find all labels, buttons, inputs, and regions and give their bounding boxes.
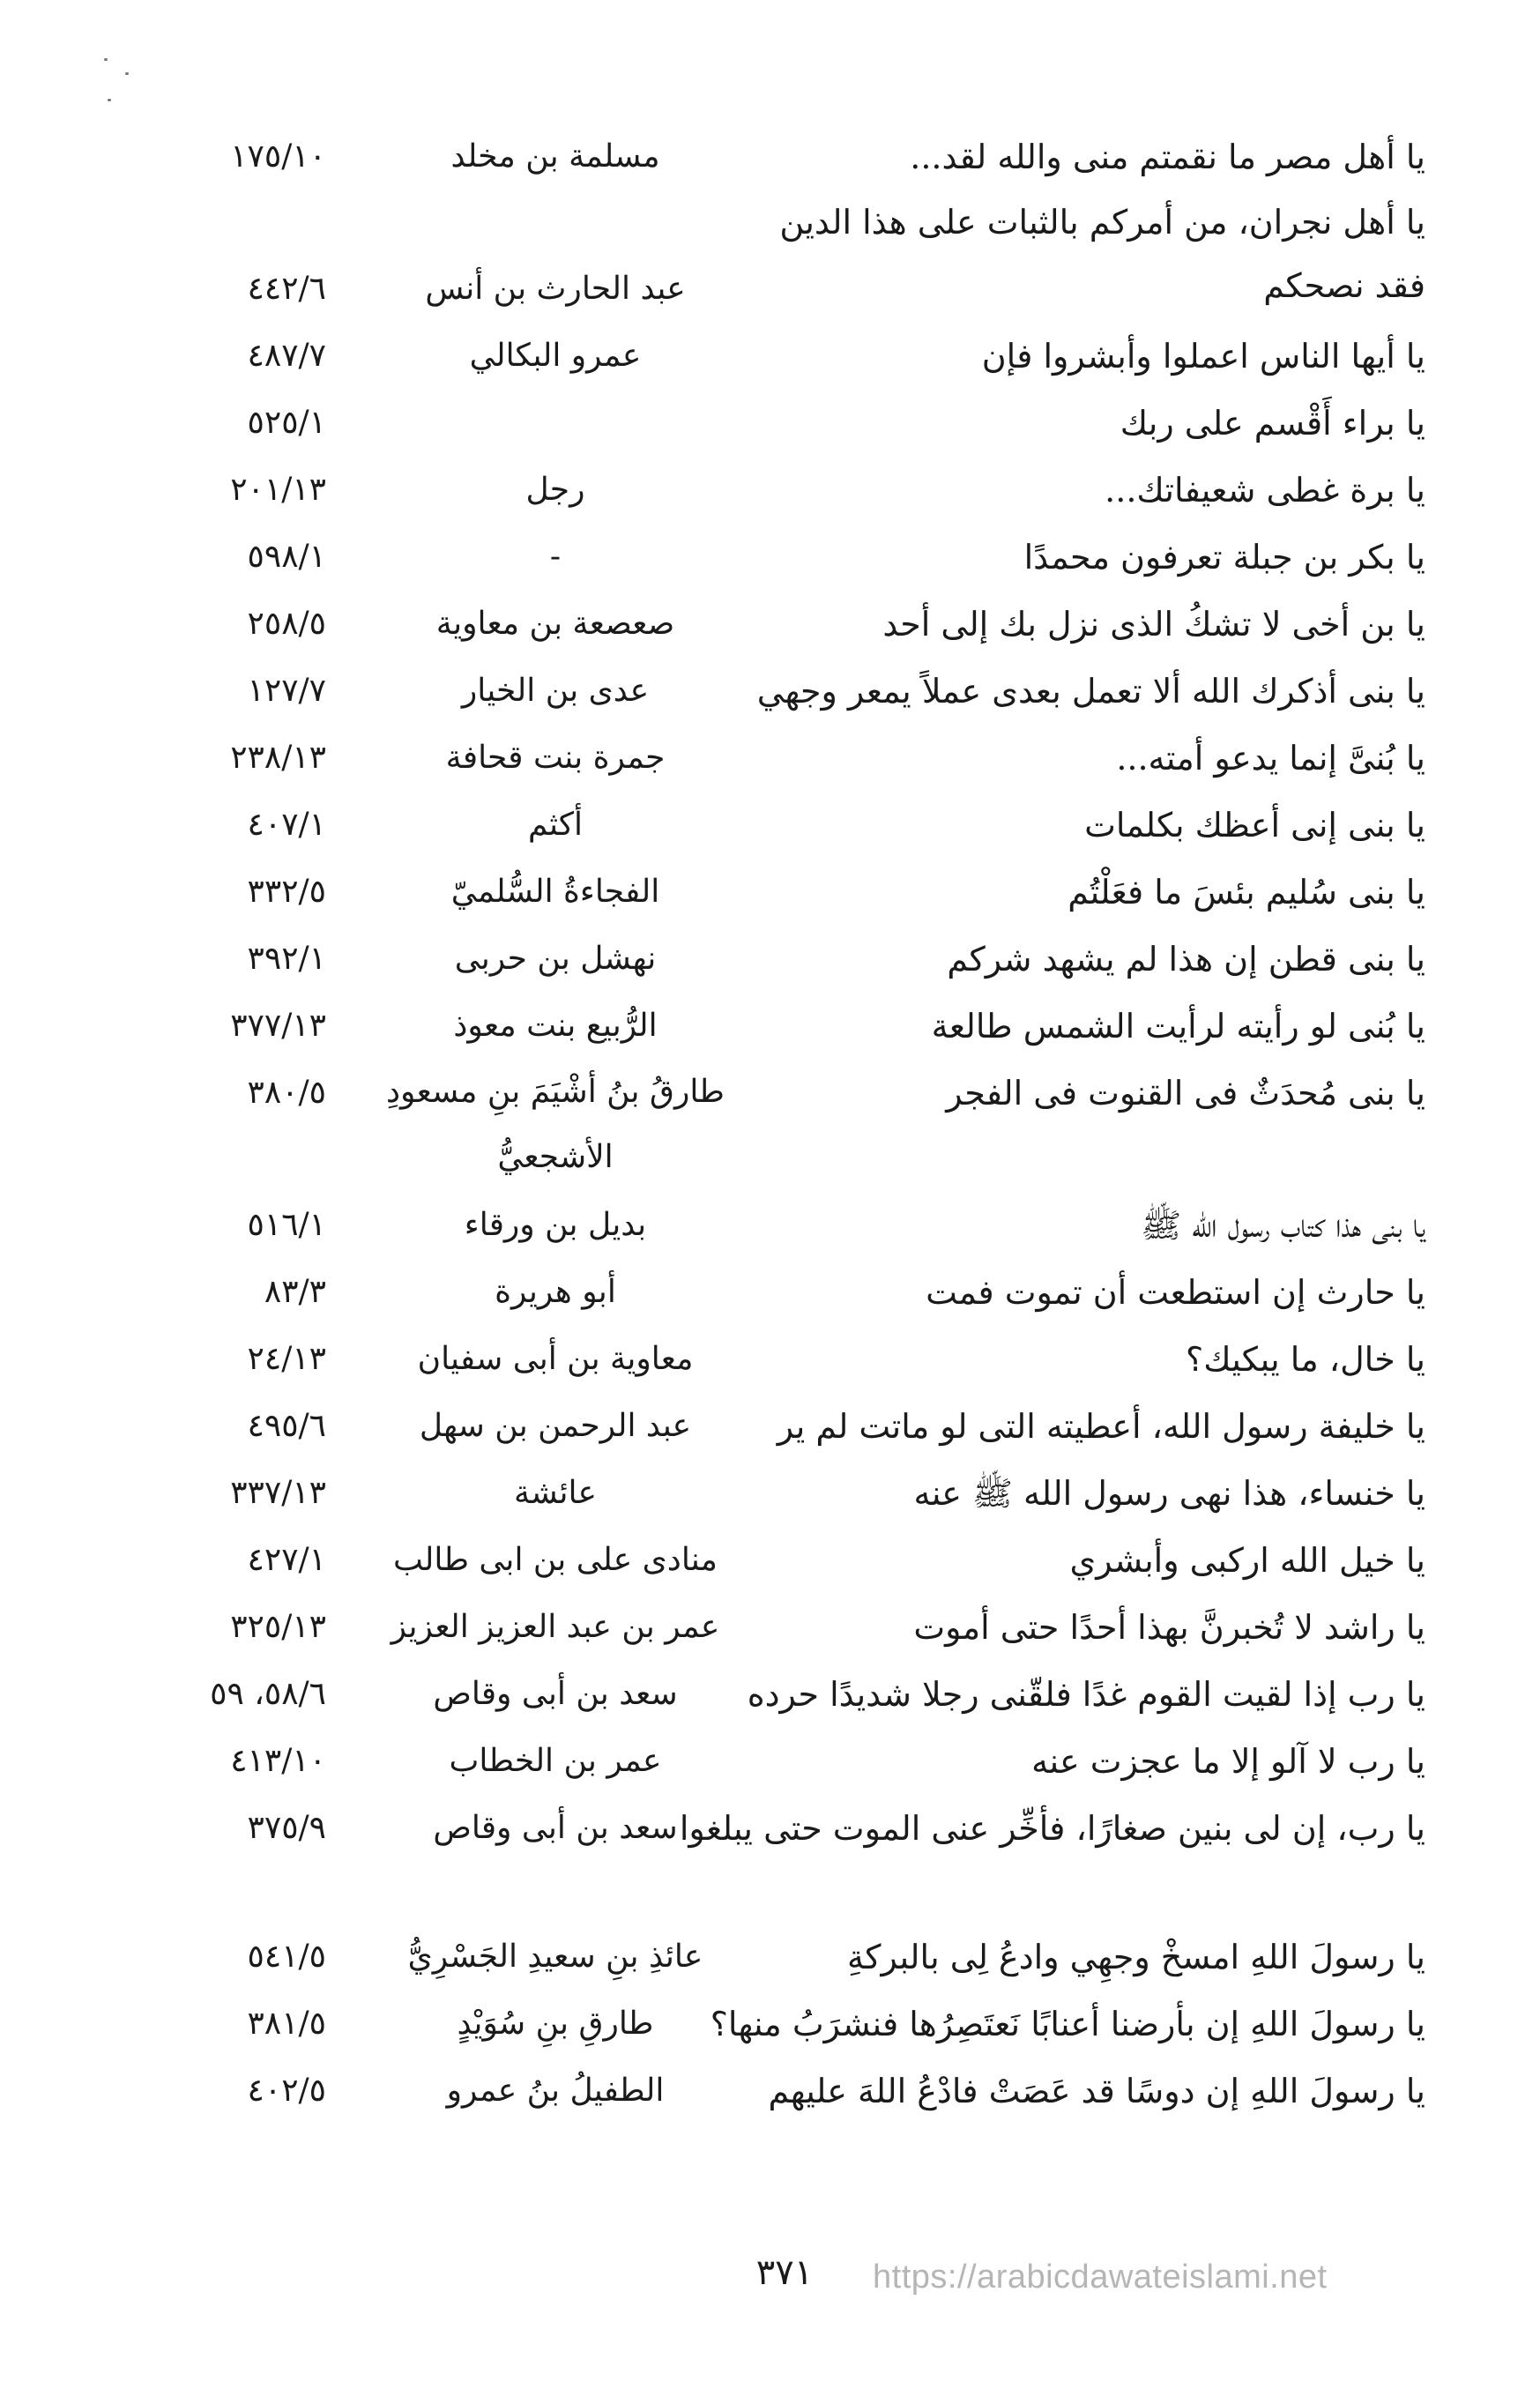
narrator-name: عمر بن الخطاب bbox=[449, 1743, 662, 1779]
volume-page-reference: ٣٩٢/١ bbox=[247, 941, 326, 977]
hadith-incipit: يا رب، إن لى بنين صغارًا، فأخِّر عنى الموت حتى يبلغوا bbox=[679, 1809, 1425, 1848]
volume-page-reference: ٤٩٥/٦ bbox=[247, 1408, 326, 1444]
narrator-name: صعصعة بن معاوية bbox=[435, 606, 675, 642]
index-row bbox=[0, 1393, 1540, 1460]
narrator-name: معاوية بن أبى سفيان bbox=[417, 1341, 694, 1377]
hadith-incipit: يا براء أَقْسم على ربك bbox=[1120, 404, 1425, 443]
index-row bbox=[0, 1326, 1540, 1393]
narrator-name: رجل bbox=[525, 472, 585, 508]
narrator-name: الرُّبيع بنت معوذ bbox=[453, 1008, 658, 1044]
hadith-incipit: يا أيها الناس اعملوا وأبشروا فإن bbox=[981, 337, 1425, 376]
hadith-incipit: يا رسولَ اللهِ إن بأرضنا أعنابًا نَعتَصِرُها فنشرَبُ منها؟ bbox=[710, 2005, 1425, 2043]
index-row bbox=[0, 926, 1540, 993]
index-row bbox=[0, 323, 1540, 390]
index-row bbox=[0, 1924, 1540, 1991]
volume-page-reference: ٤٨٧/٧ bbox=[247, 338, 326, 374]
index-row bbox=[0, 2058, 1540, 2125]
hadith-incipit: يا حارث إن استطعت أن تموت فمت bbox=[926, 1273, 1425, 1312]
index-row bbox=[0, 792, 1540, 859]
narrator-name: عائشة bbox=[514, 1475, 597, 1511]
index-row bbox=[0, 1795, 1540, 1862]
volume-page-reference: ٤٠٧/١ bbox=[247, 807, 326, 843]
scan-speck bbox=[108, 99, 111, 101]
hadith-incipit: يا بنى هذا كتاب رسول الله ﷺ bbox=[1141, 1206, 1425, 1245]
index-row bbox=[0, 591, 1540, 658]
volume-page-reference: ٥٢٥/١ bbox=[247, 405, 326, 441]
volume-page-reference: ٣٣٧/١٣ bbox=[230, 1475, 326, 1511]
index-row bbox=[0, 1060, 1540, 1192]
watermark-url: https://arabicdawateislami.net bbox=[873, 2259, 1328, 2296]
volume-page-reference: ٣٢٥/١٣ bbox=[230, 1609, 326, 1645]
volume-page-reference: ٤٠٢/٥ bbox=[247, 2073, 326, 2109]
narrator-name: أكثم bbox=[528, 807, 583, 843]
volume-page-reference: ٣٨٠/٥ bbox=[247, 1075, 326, 1111]
narrator-name: الفجاءةُ السُّلميّ bbox=[450, 874, 660, 910]
volume-page-reference: ٢٣٨/١٣ bbox=[230, 740, 326, 776]
index-row bbox=[0, 1192, 1540, 1259]
hadith-incipit: يا خنساء، هذا نهى رسول الله ﷺ عنه bbox=[913, 1474, 1425, 1513]
volume-page-reference: ٨٣/٣ bbox=[264, 1274, 326, 1310]
narrator-name: مسلمة بن مخلد bbox=[450, 138, 660, 175]
index-row bbox=[0, 123, 1540, 190]
index-row bbox=[0, 524, 1540, 591]
hadith-incipit: يا رسولَ اللهِ امسخْ وجهِي وادعُ لِى بالبركةِ bbox=[847, 1938, 1425, 1976]
volume-page-reference: ٤١٣/١٠ bbox=[230, 1743, 326, 1779]
narrator-name: نهشل بن حربى bbox=[454, 941, 657, 977]
volume-page-reference: ٤٤٢/٦ bbox=[247, 271, 326, 307]
volume-page-reference: ٢٥٨/٥ bbox=[247, 606, 326, 642]
volume-page-reference: ٣٧٧/١٣ bbox=[230, 1008, 326, 1044]
index-row bbox=[0, 1259, 1540, 1326]
volume-page-reference: ١٧٥/١٠ bbox=[230, 138, 326, 175]
narrator-name: عمر بن عبد العزيز العزيز bbox=[391, 1609, 720, 1645]
index-row bbox=[0, 1661, 1540, 1728]
hadith-incipit: يا بُنى لو رأيته لرأيت الشمس طالعة bbox=[931, 1007, 1425, 1046]
narrator-name: الطفيلُ بنُ عمرو bbox=[446, 2073, 665, 2109]
volume-page-reference: ٣٨١/٥ bbox=[247, 2006, 326, 2042]
index-row bbox=[0, 1594, 1540, 1661]
index-row bbox=[0, 993, 1540, 1060]
hadith-incipit: يا خيل الله اركبى وأبشري bbox=[1069, 1541, 1425, 1580]
section-spacer bbox=[0, 1862, 1540, 1924]
hadith-incipit: يا بنى قطن إن هذا لم يشهد شركم bbox=[947, 940, 1425, 979]
index-row bbox=[0, 859, 1540, 926]
scan-speck bbox=[104, 58, 108, 61]
narrator-name: منادى على بن ابى طالب bbox=[393, 1542, 718, 1578]
narrator-name: سعد بن أبى وقاص bbox=[433, 1676, 678, 1712]
index-row bbox=[0, 190, 1540, 323]
volume-page-reference: ١٢٧/٧ bbox=[247, 673, 326, 709]
volume-page-reference: ٢٠١/١٣ bbox=[230, 472, 326, 508]
narrator-name: طارقُ بنُ أشْيَمَ بنِ مسعودِ الأشجعيُّ bbox=[386, 1074, 725, 1175]
index-row bbox=[0, 1460, 1540, 1527]
hadith-incipit: يا بنى سُليم بئسَ ما فعَلْتُم bbox=[1068, 873, 1425, 912]
volume-page-reference: ٣٧٥/٩ bbox=[247, 1810, 326, 1846]
volume-page-reference: ٣٣٢/٥ bbox=[247, 874, 326, 910]
narrator-name: أبو هريرة bbox=[495, 1274, 616, 1310]
hadith-incipit: يا أهل مصر ما نقمتم منى والله لقد... bbox=[910, 138, 1425, 176]
hadith-incipit: يا رب لا آلو إلا ما عجزت عنه bbox=[1031, 1742, 1425, 1781]
volume-page-reference: ٥٤١/٥ bbox=[247, 1939, 326, 1975]
index-table bbox=[0, 123, 1540, 2125]
volume-page-reference: ٢٤/١٣ bbox=[247, 1341, 326, 1377]
narrator-name: عبد الرحمن بن سهل bbox=[419, 1408, 692, 1444]
volume-page-reference: ٥٨/٦، ٥٩ bbox=[210, 1676, 326, 1712]
volume-page-reference: ٤٢٧/١ bbox=[247, 1542, 326, 1578]
hadith-incipit: يا رب إذا لقيت القوم غدًا فلقّنى رجلا شديدًا حرده bbox=[747, 1675, 1425, 1714]
narrator-name: طارقِ بنِ سُوَيْدٍ bbox=[457, 2006, 654, 2042]
narrator-name: بديل بن ورقاء bbox=[464, 1207, 647, 1243]
hadith-incipit: يا بكر بن جبلة تعرفون محمدًا bbox=[1023, 538, 1425, 577]
hadith-incipit: يا بنى إنى أعظك بكلمات bbox=[1084, 806, 1425, 845]
volume-page-reference: ٥٩٨/١ bbox=[247, 539, 326, 575]
page-number: ٣٧١ bbox=[755, 2252, 814, 2293]
hadith-incipit: يا راشد لا تُخبرنَّ بهذا أحدًا حتى أموت bbox=[913, 1608, 1425, 1647]
narrator-name: سعد بن أبى وقاص bbox=[433, 1810, 678, 1846]
volume-page-reference: ٥١٦/١ bbox=[247, 1207, 326, 1243]
hadith-incipit: يا أهل نجران، من أمركم بالثبات على هذا الدين فقد نصحكم bbox=[779, 203, 1425, 305]
index-row bbox=[0, 390, 1540, 457]
narrator-name: عدى بن الخيار bbox=[461, 673, 650, 709]
hadith-incipit: يا رسولَ اللهِ إن دوسًا قد عَصَتْ فادْعُ اللهَ عليهم bbox=[768, 2072, 1425, 2110]
narrator-name: جمرة بنت قحافة bbox=[445, 740, 666, 776]
hadith-incipit: يا برة غطى شعيفاتك... bbox=[1105, 471, 1425, 510]
narrator-name: عبد الحارث بن أنس bbox=[425, 271, 686, 307]
scan-speck bbox=[125, 72, 129, 75]
index-row bbox=[0, 658, 1540, 725]
narrator-name: عمرو البكالي bbox=[469, 338, 642, 374]
narrator-name: - bbox=[549, 539, 562, 575]
index-row bbox=[0, 1728, 1540, 1795]
index-row bbox=[0, 457, 1540, 524]
hadith-incipit: يا بنى أذكرك الله ألا تعمل بعدى عملاً يمعر وجهي bbox=[756, 672, 1425, 711]
index-row bbox=[0, 1991, 1540, 2058]
index-row bbox=[0, 725, 1540, 792]
hadith-incipit: يا بُنىَّ إنما يدعو أمته... bbox=[1116, 739, 1425, 778]
hadith-incipit: يا خليفة رسول الله، أعطيته التى لو ماتت لم ير bbox=[777, 1407, 1425, 1446]
hadith-incipit: يا بنى مُحدَثٌ فى القنوت فى الفجر bbox=[946, 1074, 1425, 1113]
narrator-name: عائذِ بنِ سعيدِ الجَسْرِيُّ bbox=[407, 1939, 703, 1975]
hadith-incipit: يا خال، ما يبكيك؟ bbox=[1186, 1340, 1425, 1379]
index-row bbox=[0, 1527, 1540, 1594]
hadith-incipit: يا بن أخى لا تشكُ الذى نزل بك إلى أحد bbox=[882, 605, 1425, 644]
